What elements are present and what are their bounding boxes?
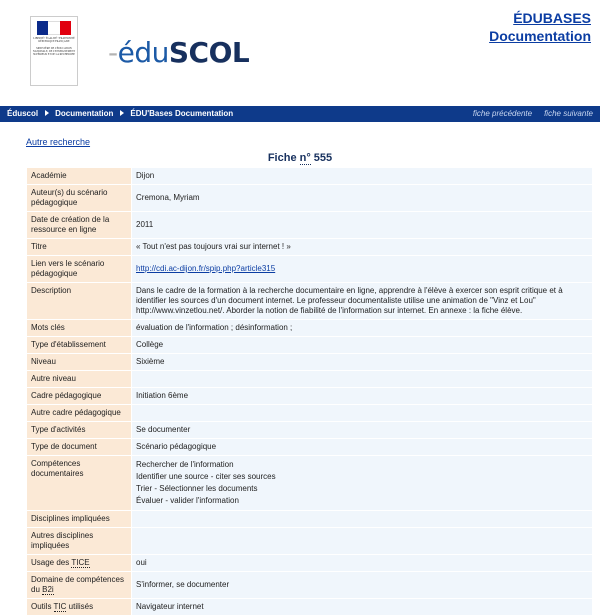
row-label: Titre — [27, 239, 131, 255]
row-label — [27, 555, 131, 571]
flag-red — [60, 21, 71, 35]
table-row — [27, 388, 592, 404]
list-item: Rechercher de l'information — [136, 460, 234, 469]
table-row — [27, 354, 592, 370]
table-row — [27, 371, 592, 387]
flag-white — [48, 21, 59, 35]
breadcrumb-arrow-icon — [45, 110, 49, 116]
logo-edu: édu — [117, 36, 169, 69]
ministry-logo — [30, 16, 78, 86]
flag-blue — [37, 21, 48, 35]
table-row — [27, 337, 592, 353]
list-item: Identifier une source - citer ses sources — [136, 472, 276, 481]
crumb-documentation[interactable]: Documentation — [55, 109, 114, 118]
table-row — [27, 283, 592, 319]
table-row — [27, 239, 592, 255]
french-flag-icon — [37, 21, 71, 35]
row-label: Cadre pédagogique — [27, 388, 131, 404]
fiche-number: 555 — [310, 152, 333, 164]
row-value: Dans le cadre de la formation à la recherche documentaire en ligne, apprendre à l'élève à exercer son esprit critique et à identifier les sources d'un document internet. Le professeur documentaliste utilise une animation de "Vinz et Lou" http://www.vinzetlou.net/. Aborder la notion de fiabilité de l'information sur internet. En annexe : la fiche élève. — [132, 283, 592, 319]
row-label: Type de document — [27, 439, 131, 455]
crumb-eduscol[interactable]: Éduscol — [7, 109, 39, 118]
row-value: Collège — [132, 337, 592, 353]
row-label: Date de création de la ressource en ligne — [27, 212, 131, 238]
label-pre: Domaine de compétences du — [31, 575, 124, 594]
record-table — [26, 167, 593, 616]
row-value: Navigateur internet — [132, 599, 592, 615]
table-row — [27, 405, 592, 421]
row-value: oui — [132, 555, 592, 571]
page-title — [0, 152, 600, 164]
label-pre: Outils — [31, 602, 54, 611]
row-value: Initiation 6ème — [132, 388, 592, 404]
edubases-link[interactable]: ÉDUBASES — [513, 10, 591, 26]
row-value: Dijon — [132, 168, 592, 184]
tice-abbr: TICE — [71, 558, 90, 567]
site-header — [0, 0, 600, 104]
next-record-link[interactable]: fiche suivante — [544, 109, 593, 118]
table-row — [27, 422, 592, 438]
row-label: Autre cadre pédagogique — [27, 405, 131, 421]
documentation-link[interactable]: Documentation — [489, 28, 591, 44]
row-value — [132, 456, 592, 510]
edubases-title — [489, 9, 591, 45]
row-label: Auteur(s) du scénario pédagogique — [27, 185, 131, 211]
list-item: Trier - Sélectionner les documents — [136, 484, 258, 493]
row-label: Académie — [27, 168, 131, 184]
row-value: Se documenter — [132, 422, 592, 438]
new-search-link[interactable]: Autre recherche — [26, 137, 91, 147]
row-label: Type d'établissement — [27, 337, 131, 353]
table-row — [27, 555, 592, 571]
row-value: Cremona, Myriam — [132, 185, 592, 211]
breadcrumb-bar — [0, 106, 600, 122]
rf-title: RÉPUBLIQUE FRANÇAISE — [38, 40, 70, 43]
b2i-abbr: B2i — [42, 585, 54, 594]
table-row — [27, 185, 592, 211]
row-label: Niveau — [27, 354, 131, 370]
logo-dash: - — [108, 36, 118, 69]
tic-abbr: TIC — [53, 602, 67, 611]
row-label: Lien vers le scénario pédagogique — [27, 256, 131, 282]
record-nav — [461, 109, 593, 118]
table-row — [27, 212, 592, 238]
row-label — [27, 572, 131, 598]
row-label: Autre niveau — [27, 371, 131, 387]
row-value — [132, 256, 592, 282]
row-label: Type d'activités — [27, 422, 131, 438]
table-row — [27, 528, 592, 554]
table-row — [27, 511, 592, 527]
label-pre: Usage des — [31, 558, 72, 567]
row-label: Disciplines impliquées — [27, 511, 131, 527]
row-value: Scénario pédagogique — [132, 439, 592, 455]
row-value — [132, 511, 592, 527]
list-item: Évaluer - valider l'information — [136, 496, 239, 505]
logo-scol: SCOL — [168, 36, 250, 69]
table-row — [27, 456, 592, 510]
row-label: Mots clés — [27, 320, 131, 336]
breadcrumb-arrow-icon — [120, 110, 124, 116]
row-label: Autres disciplines impliquées — [27, 528, 131, 554]
row-value: S'informer, se documenter — [132, 572, 592, 598]
row-value: Sixième — [132, 354, 592, 370]
row-label — [27, 599, 131, 615]
row-value — [132, 371, 592, 387]
table-row — [27, 599, 592, 615]
fiche-number-abbr: n° — [299, 152, 311, 164]
table-row — [27, 168, 592, 184]
fiche-label: Fiche — [267, 152, 300, 164]
prev-record-link[interactable]: fiche précédente — [472, 109, 533, 118]
table-row — [27, 256, 592, 282]
row-value: 2011 — [132, 212, 592, 238]
table-row — [27, 439, 592, 455]
row-label: Description — [27, 283, 131, 319]
breadcrumb — [7, 109, 233, 118]
row-value — [132, 405, 592, 421]
row-value: évaluation de l'information ; désinformation ; — [132, 320, 592, 336]
table-row — [27, 572, 592, 598]
row-label: Compétences documentaires — [27, 456, 131, 510]
crumb-edubases[interactable]: ÉDU'Bases Documentation — [130, 109, 234, 118]
row-value — [132, 528, 592, 554]
row-value: « Tout n'est pas toujours vrai sur internet ! » — [132, 239, 592, 255]
rf-motto: LIBERTÉ • ÉGALITÉ • FRATERNITÉ — [33, 37, 75, 40]
label-post: utilisés — [66, 602, 94, 611]
eduscol-logo[interactable] — [108, 36, 249, 69]
ministry-name: MINISTÈRE DE L'ÉDUCATION NATIONALE, DE L'ENSEIGNEMENT SUPÉRIEUR ET DE LA RECHERCHE — [32, 47, 76, 57]
scenario-link[interactable]: http://cdi.ac-dijon.fr/spip.php?article315 — [136, 264, 276, 273]
table-row — [27, 320, 592, 336]
